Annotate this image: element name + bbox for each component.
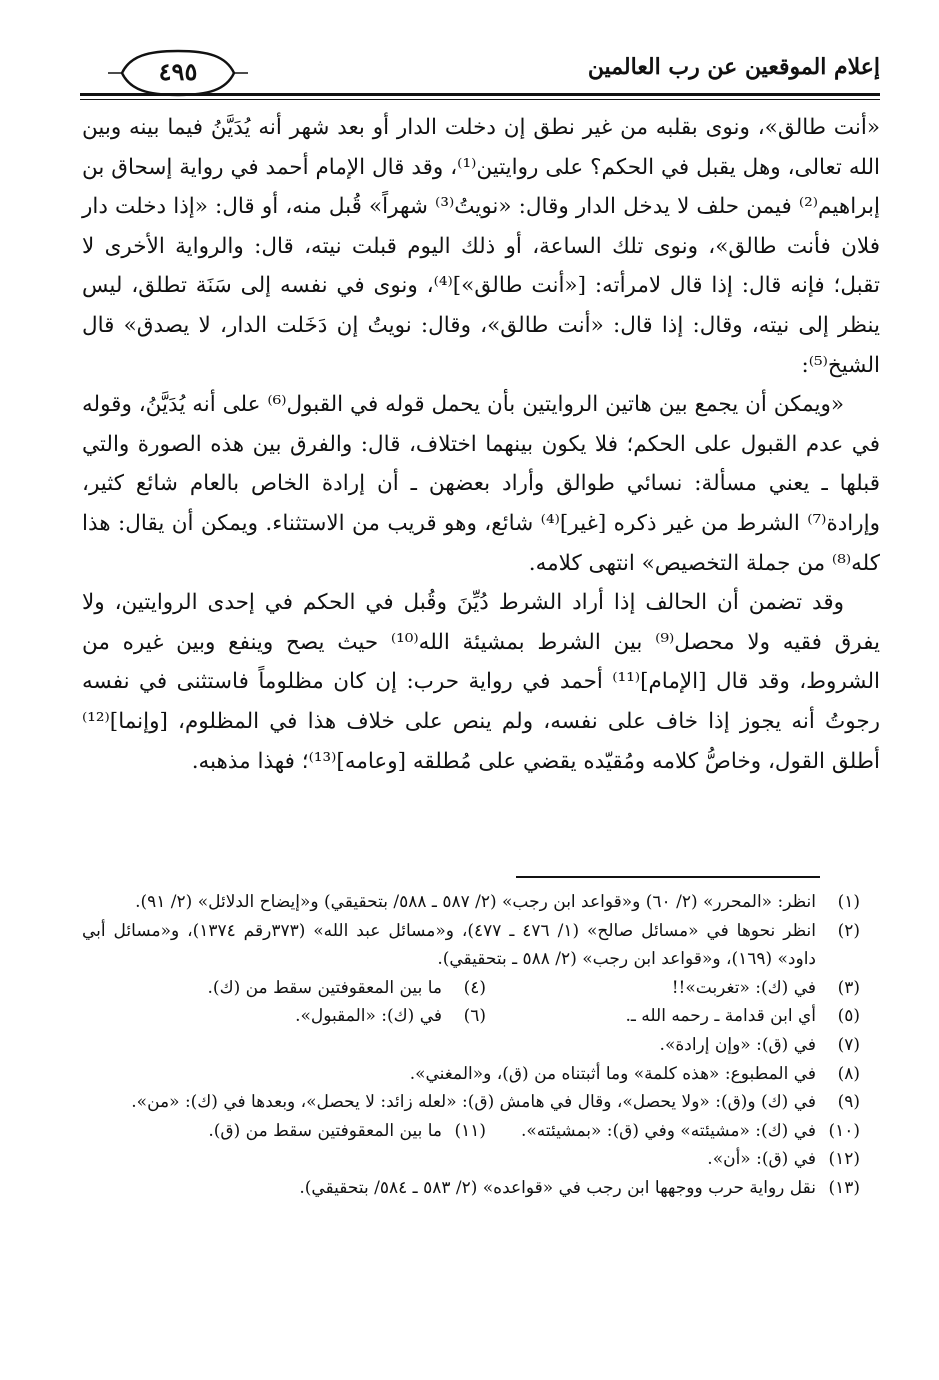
footnote-text: في (ك): «تغربت»!! [671, 977, 816, 998]
footnote-1 [82, 888, 860, 917]
footnote-6 [112, 1002, 486, 1031]
footnote-2 [82, 917, 860, 974]
footnote-text: في (ق): «وإن إرادة». [659, 1034, 816, 1055]
main-text [82, 108, 880, 781]
running-title: إعلام الموقعين عن رب العالمين [587, 54, 880, 80]
footnote-row-5-6 [82, 1002, 860, 1031]
footnote-text: نقل رواية حرب ووجهها ابن رجب في «قواعده» (٢/ ٥٨٣ ـ ٥٨٤/ بتحقيقي). [299, 1177, 816, 1198]
footnote-text: انظر نحوها في «مسائل صالح» (١/ ٤٧٦ ـ ٤٧٧)، و«مسائل عبد الله» (٣٧٣رقم ١٣٧٤)، و«مسائل أبي داود» (١٦٩)، و«قواعد ابن رجب» (٢/ ٥٨٨ ـ بتحقيقي). [82, 920, 816, 970]
footnote-text: في (ك) و(ق): «ولا يحصل»، وقال في هامش (ق): «لعله زائد: لا يحصل»، وبعدها في (ك): «من». [131, 1092, 816, 1113]
footnote-number: (٨) [837, 1063, 860, 1084]
page-number: ٤٩٥ [158, 57, 198, 86]
footnote-number: (٢) [837, 920, 860, 941]
footnote-4 [112, 974, 486, 1003]
footnote-7 [82, 1031, 860, 1060]
footnote-number: (٧) [837, 1034, 860, 1055]
header-rule-thin [80, 99, 880, 100]
footnote-13 [82, 1174, 860, 1203]
footnote-number: (١٢) [828, 1149, 860, 1170]
footnote-text: في المطبوع: «هذه كلمة» وما أثبتناه من (ق)، و«المغني». [409, 1063, 816, 1084]
footnote-text: أي ابن قدامة ـ رحمه الله ـ. [625, 1006, 816, 1027]
footnote-number: (١) [837, 892, 860, 912]
footnote-number: (٦) [463, 1006, 486, 1027]
footnote-number: (٤) [463, 977, 486, 998]
footnote-row-3-4 [82, 974, 860, 1003]
header-rule-thick [80, 93, 880, 96]
footnote-text: في (ك): «المقبول». [295, 1006, 442, 1027]
footnote-9 [82, 1088, 860, 1117]
footnote-text: انظر: «المحرر» (٢/ ٦٠) و«قواعد ابن رجب» (٢/ ٥٨٧ ـ ٥٨٨/ بتحقيقي) و«إيضاح الدلائل» (٢/ ٩١). [135, 892, 816, 912]
footnote-number: (١٣) [828, 1177, 860, 1198]
footnote-text: ما بين المعقوفتين سقط من (ك). [207, 977, 442, 998]
footnote-text: في (ك): «مشيئته» وفي (ق): «بمشيئته». [520, 1120, 816, 1141]
footnotes [82, 888, 860, 1203]
page-number-badge [108, 48, 248, 98]
footnote-3 [486, 974, 860, 1003]
paragraph-1: «أنت طالق»، ونوى بقلبه من غير نطق إن دخلت الدار أو بعد شهر أنه يُدَيَّنُ فيما بينه وبين الله تعالى، وهل يقبل في الحكم؟ على روايتين⁽¹⁾، وقد قال الإمام أحمد في رواية إسحاق بن إبراهيم⁽²⁾ فيمن حلف لا يدخل الدار وقال: «نويتُ⁽³⁾ شهراً» قُبل منه، أو قال: «إذا دخلت دار فلان فأنت طالق»، ونوى تلك الساعة، أو ذلك اليوم قبلت نيته، قال: والرواية الأخرى لا تقبل؛ فإنه قال: إذا قال لامرأته: [«أنت طالق»]⁽⁴⁾، ونوى في نفسه إلى سَنَة تطلق، ليس ينظر إلى نيته، وقال: إذا قال: «أنت طالق»، وقال: نويتُ إن دَخَلت الدار، لا يصدق» قال الشيخ⁽⁵⁾: [82, 115, 880, 378]
footnote-row-10-11 [82, 1117, 860, 1146]
footnote-separator [516, 876, 820, 878]
footnote-11 [112, 1117, 486, 1146]
footnote-number: (٣) [837, 977, 860, 998]
footnote-text: ما بين المعقوفتين سقط من (ق). [208, 1120, 442, 1141]
footnote-number: (١١) [454, 1120, 486, 1141]
footnote-number: (٥) [837, 1006, 860, 1027]
footnote-10 [486, 1117, 860, 1146]
paragraph-2: «ويمكن أن يجمع بين هاتين الروايتين بأن يحمل قوله في القبول⁽⁶⁾ على أنه يُدَيَّنُ، وقوله في عدم القبول على الحكم؛ فلا يكون بينهما اختلاف، قال: والفرق بين هذه الصورة والتي قبلها ـ يعني مسألة: نسائي طوالق وأراد بعضهن ـ أن إرادة الخاص بالعام شائع كثير، وإرادة⁽⁷⁾ الشرط من غير ذكره [غير]⁽⁴⁾ شائع، وهو قريب من الاستثناء. ويمكن أن يقال: هذا كله⁽⁸⁾ من جملة التخصيص» انتهى كلامه. [82, 392, 881, 576]
footnote-text: في (ق): «أن». [707, 1149, 816, 1170]
footnote-number: (٩) [837, 1092, 860, 1113]
paragraph-3: وقد تضمن أن الحالف إذا أراد الشرط دُيِّنَ وقُبل في الحكم في إحدى الروايتين، ولا يفرق فقيه ولا محصل⁽⁹⁾ بين الشرط بمشيئة الله⁽¹⁰⁾ حيث يصح وينفع وبين غيره من الشروط، وقد قال [الإمام]⁽¹¹⁾ أحمد في رواية حرب: إن كان مظلوماً فاستثنى في نفسه رجوتُ أنه يجوز إذا خاف على نفسه، ولم ينص على خلاف هذا في المظلوم، [وإنما]⁽¹²⁾ أطلق القول، وخاصُّ كلامه ومُقيّده يقضي على مُطلقه [وعامه]⁽¹³⁾؛ فهذا مذهبه. [82, 590, 880, 774]
footnote-8 [82, 1060, 860, 1089]
footnote-5 [486, 1002, 860, 1031]
footnote-number: (١٠) [828, 1120, 860, 1141]
footnote-12 [82, 1145, 860, 1174]
